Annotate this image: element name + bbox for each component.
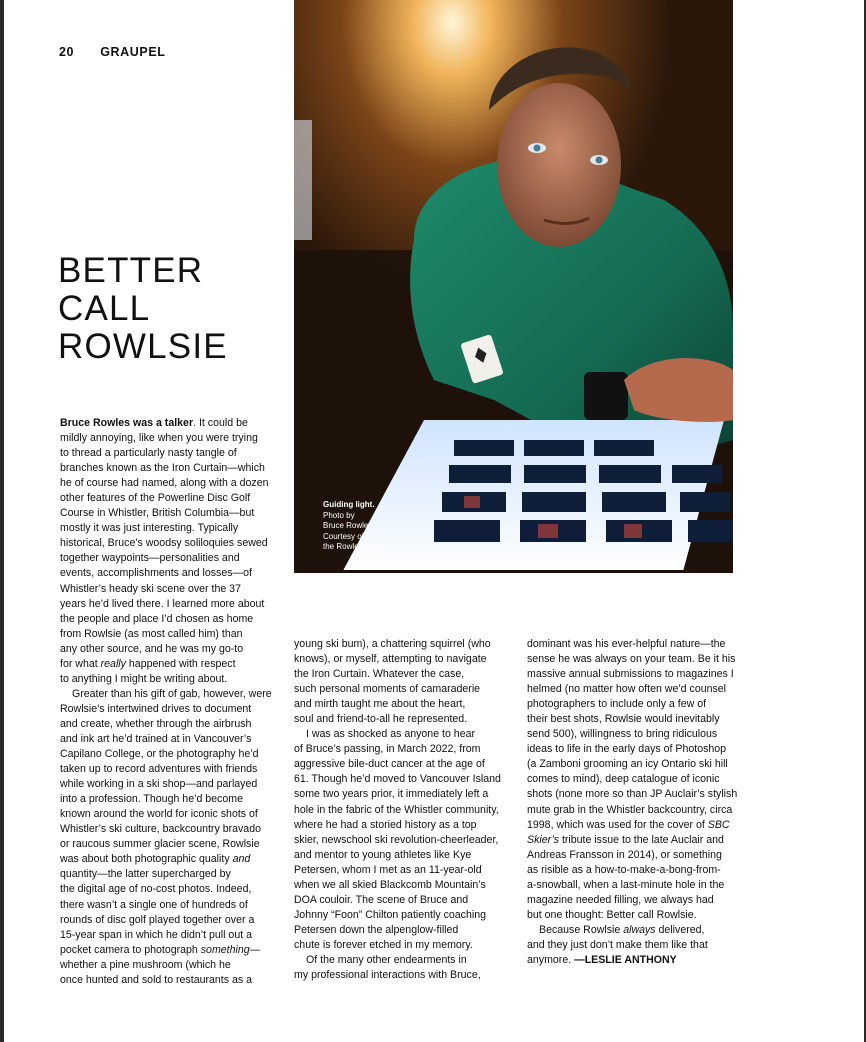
article-line: 15-year span in which he didn’t pull out a <box>60 928 252 941</box>
article-line: the digital age of no-cost photos. Indeed, <box>60 883 252 896</box>
article-line: skier, newschool ski revolution-cheerleader, <box>294 833 499 846</box>
article-line: together waypoints—personalities and <box>60 552 240 565</box>
article-line: knows), or myself, attempting to navigate <box>294 653 487 666</box>
article-line: other features of the Powerline Disc Golf <box>60 492 251 505</box>
photo-caption <box>323 500 403 553</box>
article-line: ideas to life in the early days of Photoshop <box>527 743 727 756</box>
article-line: chute is forever etched in my memory. <box>294 938 473 951</box>
article-line: Rowlsie’s intertwined drives to document <box>60 702 252 715</box>
article-line: when we all skied Blackcomb Mountain’s <box>294 878 486 891</box>
article-headline <box>58 252 288 366</box>
article-line: from Rowlsie (as most called him) than <box>60 627 243 640</box>
page-left-edge <box>0 0 4 1042</box>
article-line: for what really happened with respect <box>60 657 236 670</box>
article-line: rounds of disc golf played together over a <box>60 913 255 926</box>
article-line: while working in a ski shop—and parlayed <box>60 778 258 791</box>
article-line: sense he was always on your team. Be it his <box>527 653 736 666</box>
article-line: taken up to record adventures with friends <box>60 763 258 776</box>
article-line: Andreas Fransson in 2014), or something <box>527 848 722 861</box>
article-line: the Iron Curtain. Whatever the case, <box>294 668 465 681</box>
article-line: where he had a storied history as a top <box>294 818 477 831</box>
page-header <box>59 45 166 59</box>
page-number: 20 <box>59 45 75 59</box>
article-line: their best shots, Rowlsie would inevitably <box>527 713 720 726</box>
article-line: a-snowball, when a last-minute hole in the <box>527 878 725 891</box>
article-line: such personal moments of camaraderie <box>294 683 481 696</box>
article-line: branches known as the Iron Curtain—which <box>60 462 265 475</box>
article-line: Bruce Rowles was a talker. It could be <box>60 417 248 429</box>
caption-line: Photo by <box>323 510 355 520</box>
article-line: he of course had named, along with a dozen <box>60 477 269 490</box>
article-line: quantity—the latter supercharged by <box>60 868 231 881</box>
article-line: to anything I might be writing about. <box>60 672 228 685</box>
article-line: years he’d lived there. I learned more about <box>60 597 265 610</box>
headline-line: CALL <box>58 289 151 328</box>
article-line: or raucous summer glacier scene, Rowlsie <box>60 838 260 851</box>
article-line: I was as shocked as anyone to hear <box>306 728 476 741</box>
article-line: Of the many other endearments in <box>306 953 467 966</box>
article-line: massive annual submissions to magazines I <box>527 668 734 681</box>
headline-line: ROWLSIE <box>58 327 228 366</box>
article-line: known around the world for iconic shots of <box>60 808 258 821</box>
article-line: magazine needed filling, we always had <box>527 893 714 906</box>
article-line: hole in the fabric of the Whistler community, <box>294 803 499 816</box>
photo-illustration <box>294 0 733 573</box>
article-line: whether a pine mushroom (which he <box>60 958 231 971</box>
article-line: Whistler’s heady ski scene over the 37 <box>60 582 241 595</box>
article-line: and mentor to young athletes like Kye <box>294 848 472 861</box>
article-line: send 500), willingness to bring ridiculous <box>527 728 718 741</box>
article-line: Whistler’s ski culture, backcountry bravado <box>60 823 261 836</box>
section-name: GRAUPEL <box>100 45 166 59</box>
article-line: Skier’s tribute issue to the late Auclair and <box>527 833 724 846</box>
article-line: Johnny “Foon” Chilton patiently coaching <box>294 908 486 921</box>
article-line: and ink art he’d trained at in Vancouver’s <box>60 732 252 745</box>
article-line: 61. Though he’d moved to Vancouver Island <box>294 773 501 786</box>
article-line: young ski bum), a chattering squirrel (who <box>294 638 491 650</box>
article-line: comes to mind), deep catalogue of iconic <box>527 773 720 786</box>
article-line: anymore. —LESLIE ANTHONY <box>527 953 677 966</box>
article-line: the people and place I’d chosen as home <box>60 612 254 625</box>
article-line: aggressive bile-duct cancer at the age of <box>294 758 485 771</box>
article-line: some two years prior, it immediately left a <box>294 788 489 801</box>
article-line: mildly annoying, like when you were trying <box>60 432 258 445</box>
headline-line: BETTER <box>58 251 204 290</box>
article-line: dominant was his ever-helpful nature—the <box>527 638 726 650</box>
article-line: historical, Bruce’s woodsy soliloquies sewed <box>60 537 268 550</box>
article-line: Because Rowlsie always delivered, <box>539 923 705 936</box>
article-line: and create, whether through the airbrush <box>60 717 252 730</box>
article-line: pocket camera to photograph something— <box>60 943 261 956</box>
article-line: helmed (no matter how often we’d counsel <box>527 683 727 696</box>
article-line: events, accomplishments and losses—of <box>60 567 252 580</box>
article-line: Petersen down the alpenglow-filled <box>294 923 459 936</box>
article-photo <box>294 0 733 573</box>
article-line: photographers to include only a few of <box>527 698 707 711</box>
article-line: Greater than his gift of gab, however, were <box>72 687 272 700</box>
caption-line: Courtesy of <box>323 531 364 541</box>
article-column-3 <box>527 637 739 968</box>
article-line: as risible as a how-to-make-a-bong-from- <box>527 863 721 876</box>
article-line: shots (none more so than JP Auclair’s stylish <box>527 788 738 801</box>
article-line: there wasn’t a single one of hundreds of <box>60 898 248 911</box>
article-line: any other source, and he was my go-to <box>60 642 244 655</box>
article-line: Course in Whistler, British Columbia—but <box>60 507 255 520</box>
article-line: and they just don’t make them like that <box>527 938 708 951</box>
article-line: was about both photographic quality and <box>60 853 251 866</box>
article-line: (a Zamboni grooming an icy Ontario ski hill <box>527 758 728 771</box>
caption-line: the Rowles family <box>323 542 386 551</box>
article-line: to thread a particularly nasty tangle of <box>60 447 237 460</box>
article-line: my professional interactions with Bruce, <box>294 969 481 982</box>
article-column-1 <box>60 416 272 988</box>
article-line: but one thought: Better call Rowlsie. <box>527 908 697 921</box>
article-line: Capilano College, or the photography he’d <box>60 748 259 761</box>
article-column-2 <box>294 637 504 983</box>
article-line: DOA couloir. The scene of Bruce and <box>294 893 469 906</box>
article-line: soul and friend-to-all he represented. <box>294 713 468 726</box>
article-line: into a profession. Though he’d become <box>60 793 243 806</box>
article-line: Petersen, whom I met as an 11-year-old <box>294 863 482 876</box>
article-line: and mirth taught me about the heart, <box>294 698 466 711</box>
article-line: mute grab in the Whistler backcountry, circa <box>527 803 733 816</box>
caption-title: Guiding light. <box>323 500 375 509</box>
article-line: 1998, which was used for the cover of SBC <box>527 818 730 831</box>
article-line: mostly it was just interesting. Typically <box>60 522 239 535</box>
article-line: of Bruce’s passing, in March 2022, from <box>294 743 481 756</box>
article-line: once hunted and sold to restaurants as a <box>60 973 252 986</box>
caption-line: Bruce Rowles / <box>323 521 377 530</box>
